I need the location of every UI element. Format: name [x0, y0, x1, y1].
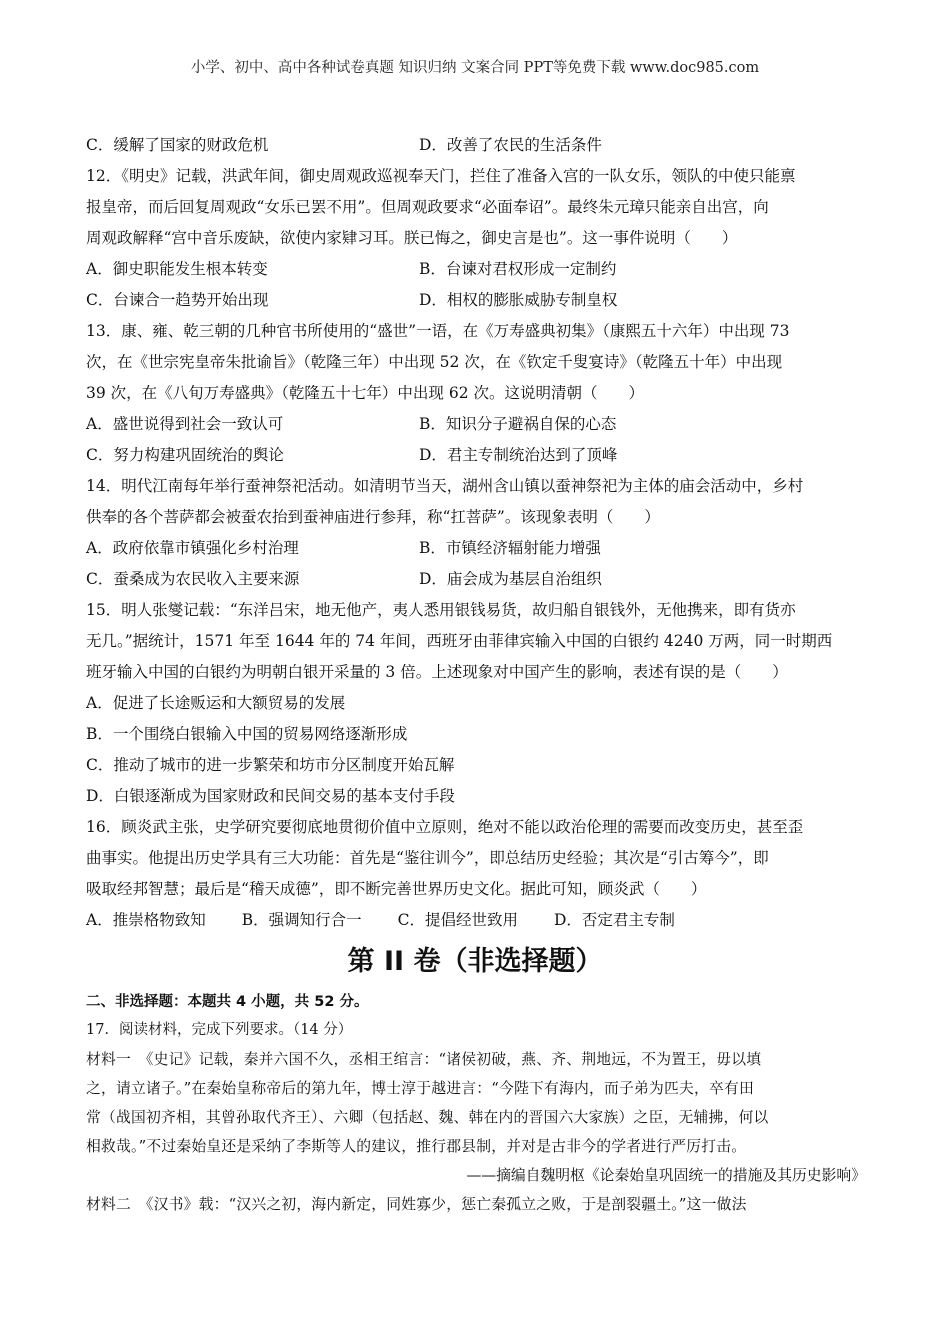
- q12-stem-line: 12．《明史》记载，洪武年间，御史周观政巡视奉天门，拦住了准备入宫的一队女乐，领队的中使只能禀: [86, 167, 796, 185]
- q16-options-row: [86, 905, 866, 936]
- q12-options-row: [86, 285, 866, 316]
- q12-option-b: B．台谏对君权形成一定制约: [419, 260, 617, 278]
- q14-option-b: B．市镇经济辐射能力增强: [419, 539, 601, 557]
- q14-option-c: C．蚕桑成为农民收入主要来源: [86, 570, 300, 588]
- q15-option-b: B．一个围绕白银输入中国的贸易网络逐渐形成: [86, 725, 408, 743]
- q12-option-a: A．御史职能发生根本转变: [86, 260, 268, 278]
- q13-option-a: A．盛世说得到社会一致认可: [86, 415, 284, 433]
- q16-stem-line: 吸取经邦智慧；最后是“稽天成德”，即不断完善世界历史文化。据此可知，顾炎武（ ）: [86, 880, 707, 898]
- q12-stem-line: 报皇帝，而后回复周观政“女乐已罢不用”。但周观政要求“必面奉诏”。最终朱元璋只能亲自出宫，向: [86, 198, 769, 216]
- q15-option-d: D．白银逐渐成为国家财政和民间交易的基本支付手段: [86, 787, 455, 805]
- part2-title: 第 II 卷（非选择题）: [347, 946, 603, 977]
- q16-stem-line: 16．顾炎武主张，史学研究要彻底地贯彻价值中立原则，绝对不能以政治伦理的需要而改变历史，甚至歪: [86, 818, 804, 836]
- exam-content: [86, 130, 866, 1219]
- q17-material1-line: 材料一 《史记》记载，秦并六国不久，丞相王绾言：“诸侯初破，燕、齐、荆地远，不为置王，毋以填: [86, 1051, 762, 1068]
- q13-stem-line: 13．康、雍、乾三朝的几种官书所使用的“盛世”一语，在《万寿盛典初集》（康熙五十六年）中出现 73: [86, 322, 790, 340]
- q14-options-row: [86, 564, 866, 595]
- q15-stem-line: 15．明人张燮记载：“东洋吕宋，地无他产，夷人悉用银钱易货，故归船自银钱外，无他携来，即有货亦: [86, 601, 796, 619]
- q16-stem-line: 曲事实。他提出历史学具有三大功能：首先是“鉴往训今”，即总结历史经验；其次是“引古筹今”，即: [86, 849, 769, 867]
- q12-option-d: D．相权的膨胀威胁专制皇权: [419, 291, 618, 309]
- q13-stem-line: 39 次，在《八旬万寿盛典》（乾隆五十七年）中出现 62 次。这说明清朝（ ）: [86, 384, 644, 402]
- q11-options-row: [86, 130, 866, 161]
- q15-option-a: A．促进了长途贩运和大额贸易的发展: [86, 694, 346, 712]
- q11-option-d: D．改善了农民的生活条件: [419, 136, 602, 154]
- q14-stem-line: 14．明代江南每年举行蚕神祭祀活动。如清明节当天，湖州含山镇以蚕神祭祀为主体的庙会活动中，乡村: [86, 477, 804, 495]
- q15-option-c: C．推动了城市的进一步繁荣和坊市分区制度开始瓦解: [86, 756, 455, 774]
- q17-material1-source: ——摘编自魏明枢《论秦始皇巩固统一的措施及其历史影响》: [466, 1167, 866, 1184]
- q15-stem-line: 无几。”据统计，1571 年至 1644 年的 74 年间，西班牙由菲律宾输入中国的白银约 4240 万两，同一时期西: [86, 632, 833, 650]
- q13-option-c: C．努力构建巩固统治的舆论: [86, 446, 284, 464]
- q14-option-d: D．庙会成为基层自治组织: [419, 570, 602, 588]
- q16-option-c: C．提倡经世致用: [397, 911, 518, 929]
- q17-material1-line: 相救哉。”不过秦始皇还是采纳了李斯等人的建议，推行郡县制，并对是古非今的学者进行严厉打击。: [86, 1138, 747, 1155]
- q17-material2-line: 材料二 《汉书》载：“汉兴之初，海内新定，同姓寡少，惩亡秦孤立之败，于是剖裂疆土。”这一做法: [86, 1196, 747, 1213]
- q11-option-c: C．缓解了国家的财政危机: [86, 136, 269, 154]
- q13-option-d: D．君主专制统治达到了顶峰: [419, 446, 618, 464]
- q17-material1-line: 常（战国初齐相，其曾孙取代齐王）、六卿（包括赵、魏、韩在内的晋国六大家族）之臣，无辅拂，何以: [86, 1109, 769, 1126]
- q13-stem-line: 次，在《世宗宪皇帝朱批谕旨》（乾隆三年）中出现 52 次，在《钦定千叟宴诗》（乾隆五十年）中出现: [86, 353, 783, 371]
- q13-options-row: [86, 409, 866, 440]
- section2-heading: 二、非选择题：本题共 4 小题，共 52 分。: [86, 994, 369, 1010]
- q14-stem-line: 供奉的各个菩萨都会被蚕农抬到蚕神庙进行参拜，称“扛菩萨”。该现象表明（ ）: [86, 508, 660, 526]
- page-header: 小学、初中、高中各种试卷真题 知识归纳 文案合同 PPT等免费下载 www.doc985.com: [190, 60, 760, 76]
- q14-option-a: A．政府依靠市镇强化乡村治理: [86, 539, 299, 557]
- q14-options-row: [86, 533, 866, 564]
- q16-option-b: B．强调知行合一: [241, 911, 362, 929]
- q15-stem-line: 班牙输入中国的白银约为明朝白银开采量的 3 倍。上述现象对中国产生的影响，表述有误的是（ ）: [86, 663, 788, 681]
- q13-options-row: [86, 440, 866, 471]
- q12-stem-line: 周观政解释“宫中音乐废缺，欲使内家肄习耳。朕已悔之，御史言是也”。这一事件说明（ ）: [86, 229, 738, 247]
- q13-option-b: B．知识分子避祸自保的心态: [419, 415, 617, 433]
- q16-option-d: D．否定君主专制: [553, 911, 675, 929]
- q17-intro: 17．阅读材料，完成下列要求。（14 分）: [86, 1022, 353, 1038]
- q16-option-a: A．推崇格物致知: [86, 911, 206, 929]
- q17-material1-line: 之，请立诸子。”在秦始皇称帝后的第九年，博士淳于越进言：“今陛下有海内，而子弟为匹夫，卒有田: [86, 1080, 754, 1097]
- q12-options-row: [86, 254, 866, 285]
- q12-option-c: C．台谏合一趋势开始出现: [86, 291, 269, 309]
